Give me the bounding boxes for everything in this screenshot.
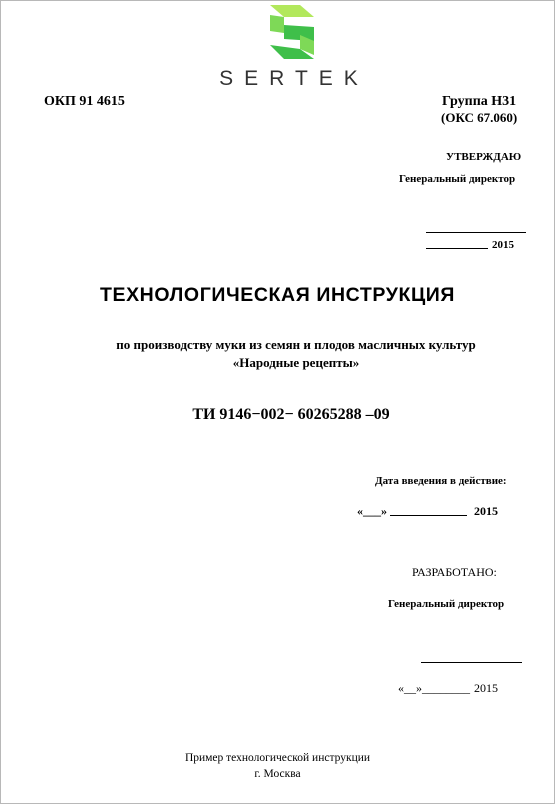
document-subtitle: по производству муки из семян и плодов масличных культур — [116, 337, 476, 352]
approval-position: Генеральный директор — [399, 173, 516, 185]
effective-date-label: Дата введения в действие: — [375, 475, 507, 487]
okp-code: ОКП 91 4615 — [44, 94, 125, 109]
signature-line — [426, 232, 526, 233]
group-code: Группа Н31 — [442, 94, 517, 109]
developed-year: 2015 — [474, 681, 498, 695]
effective-date-line — [390, 515, 467, 516]
date-line — [426, 248, 488, 249]
developed-position: Генеральный директор — [388, 598, 505, 610]
document-subtitle-brand: «Народные рецепты» — [232, 355, 360, 370]
developer-signature-line — [421, 662, 522, 663]
instruction-code: ТИ 9146−002− 60265288 –09 — [192, 406, 390, 423]
developed-date: «__»________ — [398, 681, 470, 695]
footer-city: г. Москва — [254, 768, 301, 780]
sertek-logo-icon — [266, 5, 320, 59]
oks-code: (ОКС 67.060) — [441, 110, 518, 125]
approval-year: 2015 — [492, 239, 514, 251]
footer-caption: Пример технологической инструкции — [184, 752, 371, 764]
effective-date-year: 2015 — [474, 504, 498, 518]
developed-label: РАЗРАБОТАНО: — [412, 565, 497, 579]
document-title: ТЕХНОЛОГИЧЕСКАЯ ИНСТРУКЦИЯ — [99, 284, 456, 306]
logo-text: SERTEK — [219, 67, 369, 90]
effective-date-day: «___» — [357, 504, 387, 518]
approval-label: УТВЕРЖДАЮ — [446, 151, 522, 163]
